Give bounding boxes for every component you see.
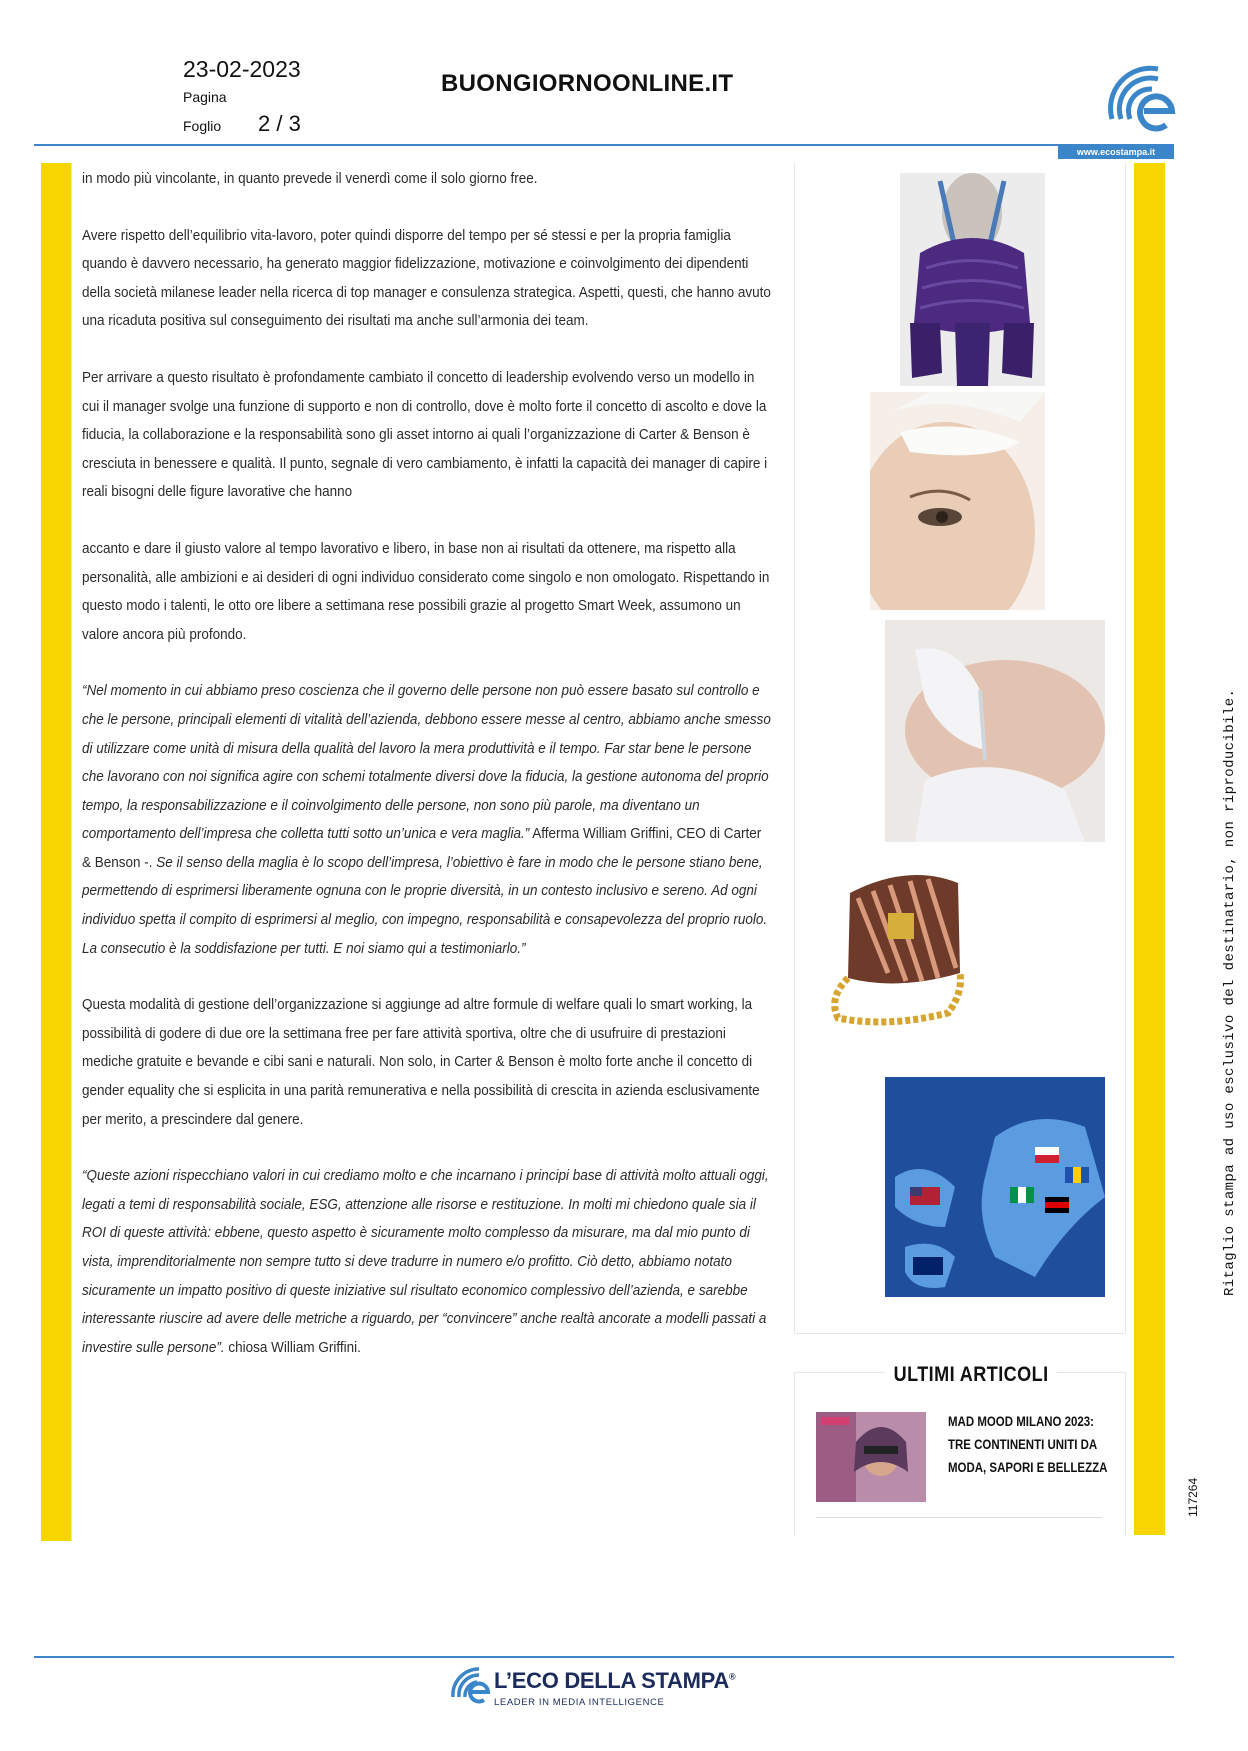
registered-mark: ® [728, 1671, 736, 1682]
article-frame-border [71, 163, 72, 1541]
latest-article-thumbnail[interactable] [816, 1412, 926, 1502]
sidebar-image-treatment[interactable] [885, 620, 1105, 842]
eco-della-stampa-logo-icon [449, 1663, 491, 1705]
quote-attribution: Afferma William Griffini, CEO di Carter & Benson -. [82, 825, 762, 871]
article-paragraph: Per arrivare a questo risultato è profondamente cambiato il concetto di leadership evolvendo verso un modello in cui il manager svolge una funzione di supporto e non di controllo, dove è molto forte il concetto di ascolto e dove la fiducia, la collaborazione e la responsabilità sono gli asset intorno ai quali l’organizzazione di Carter & Benson è cresciuta in benessere e qualità. Il punto, segnale di vero cambiamento, è infatti la capacità dei manager di capire i reali bisogni delle figure lavorative che hanno [82, 368, 768, 501]
quote-attribution: chiosa William Griffini. [224, 1338, 361, 1356]
publication-title: BUONGIORNOONLINE.IT [441, 70, 734, 97]
header-rule [34, 144, 1174, 146]
sidebar-image-face[interactable] [870, 392, 1045, 610]
clip-date: 23-02-2023 [183, 56, 301, 82]
article-quote [82, 677, 771, 963]
foglio-label: Foglio [183, 118, 222, 134]
sidebar-image-jacket[interactable] [900, 173, 1045, 386]
quote-text: Se il senso della maglia è lo scopo dell’impresa, l’obiettivo è fare in modo che le persone stiano bene, permettendo di esprimersi liberamente ognuna con le proprie diversità, in un contesto inclusivo e sereno. Ad ogni individuo spetta il compito di esprimersi al meglio, con impegno, responsabilità e consapevolezza del proprio ruolo. La consecutio è la soddisfazione per tutti. E noi siamo qui a testimoniarlo.” [82, 853, 768, 957]
footer-brand-text: L’ECO DELLA STAMPA [494, 1668, 729, 1693]
article-paragraph: Avere rispetto dell’equilibrio vita-lavoro, poter quindi disporre del tempo per sé stessi e per la propria famiglia quando è davvero necessario, ha generato maggior fidelizzazione, motivazione e coinvolgimento dei dipendenti della società milanese leader nella ricerca di top manager e consulenza strategica. Aspetti, questi, che hanno avuto una ricaduta positiva sul conseguimento dei risultati ma anche sull’armonia dei team. [82, 226, 771, 330]
footer-rule [34, 1656, 1174, 1658]
quote-text: “Nel momento in cui abbiamo preso coscienza che il governo delle persone non può essere basato sul controllo e che le persone, principali elementi di vitalità dell’azienda, debbono essere messe al centro, abbiamo anche smesso di utilizzare come unità di misura della qualità del lavoro la mera produttività e il tempo. Far star bene le persone che lavorano con noi significa agire con schemi totalmente diversi dove la fiducia, la gestione autonoma del proprio tempo, la responsabilizzazione e il coinvolgimento delle persone, non sono più parole, ma diventano un comportamento dell’impresa che colletta tutti sotto un’unica e vera maglia.” [82, 682, 771, 843]
copyright-notice: Ritaglio stampa ad uso esclusivo del destinatario, non riproducibile. [1222, 688, 1238, 1296]
article-body [82, 165, 771, 1390]
ecostampa-logo-icon [1100, 57, 1180, 137]
article-quote [82, 1162, 771, 1362]
sidebar-image-bag[interactable] [818, 863, 968, 1028]
sidebar-image-map[interactable] [885, 1077, 1105, 1297]
latest-article-link[interactable]: MAD MOOD MILANO 2023: TRE CONTINENTI UNITI DA MODA, SAPORI E BELLEZZA [948, 1414, 1108, 1475]
latest-articles-title: ULTIMI ARTICOLI [885, 1363, 1057, 1387]
footer-brand [494, 1668, 735, 1694]
article-paragraph: Questa modalità di gestione dell’organizzazione si aggiunge ad altre formule di welfare quali lo smart working, la possibilità di godere di due ore la settimana free per fare attività sportiva, oltre che di usufruire di prestazioni mediche gratuite e bevande e cibi sani e naturali. Non solo, in Carter & Benson è molto forte anche il concetto di gender equality che si esplicita in una parità remunerativa e nella possibilità di crescita in azienda esclusivamente per merito, a prescindere dal genere. [82, 996, 760, 1128]
latest-articles-divider [816, 1517, 1102, 1518]
pagina-label: Pagina [183, 89, 227, 105]
article-paragraph: in modo più vincolante, in quanto prevede il venerdì come il solo giorno free. [82, 170, 538, 187]
article-paragraph: accanto e dare il giusto valore al tempo lavorativo e libero, in base non ai risultati da ottenere, ma rispetto alla personalità, alle ambizioni e ai desideri di ogni individuo considerato come singolo e non omologato. Rispettando in questo modo i talenti, le otto ore libere a settimana rese possibili grazie al progetto Smart Week, assumono un valore ancora più profondo. [82, 539, 770, 643]
footer-tagline: LEADER IN MEDIA INTELLIGENCE [494, 1697, 665, 1708]
clip-code: 117264 [1186, 1477, 1200, 1517]
ecostampa-url[interactable]: www.ecostampa.it [1058, 146, 1174, 159]
foglio-value: 2 / 3 [258, 111, 301, 136]
left-accent-bar [41, 163, 71, 1541]
right-accent-bar [1134, 163, 1165, 1535]
quote-text: “Queste azioni rispecchiano valori in cui crediamo molto e che incarnano i principi base di attività molto attuali oggi, legati a temi di responsabilità sociale, ESG, attenzione alle risorse e restituzione. In molti mi chiedono quale sia il ROI di queste attività: ebbene, questo aspetto è sicuramente molto complesso da misurare, ma dal mio punto di vista, imprenditorialmente non sempre tutto si deve tradurre in numero e/o profitto. Ciò detto, abbiamo notato sicuramente un impatto positivo di queste iniziative sul risultato economico complessivo dell’azienda, e sarebbe interessante riuscire ad avere delle metriche a riguardo, per “convincere” anche realtà ancorate a modelli passati a investire sulle persone”. [82, 1167, 769, 1356]
